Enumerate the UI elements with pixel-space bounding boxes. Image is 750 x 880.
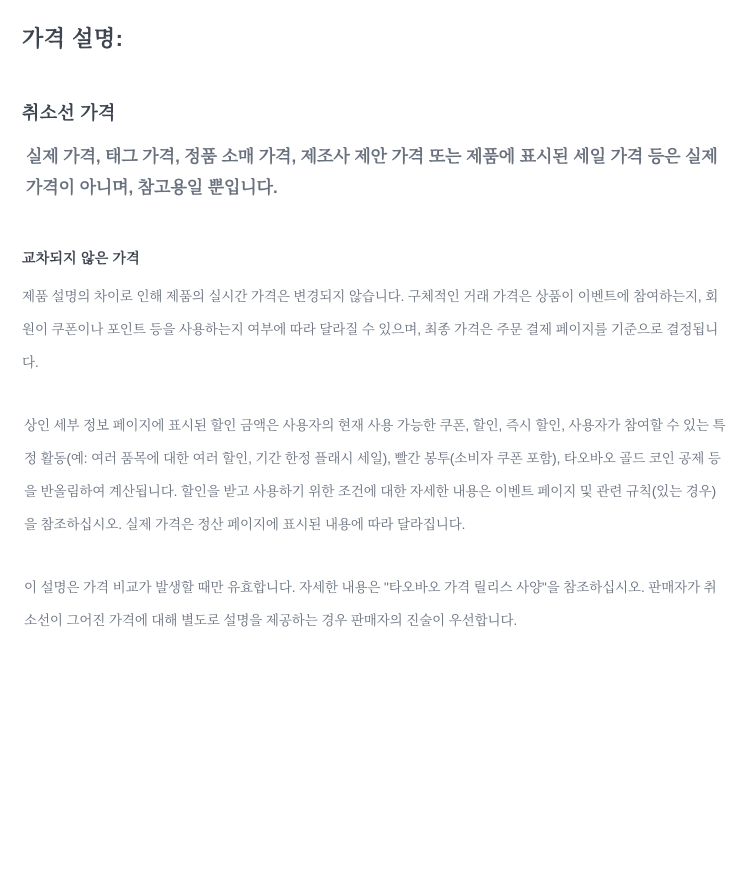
body-paragraph-1: 제품 설명의 차이로 인해 제품의 실시간 가격은 변경되지 않습니다. 구체적인 거래 가격은 상품이 이벤트에 참여하는지, 회원이 쿠폰이나 포인트 등을 사용하는지 여부에 따라 달라질 수 있으며, 최종 가격은 주문 결제 페이지를 기준으로 결정됩니다. [22, 288, 719, 370]
body-paragraph-3: 이 설명은 가격 비교가 발생할 때만 유효합니다. 자세한 내용은 "타오바오 가격 릴리스 사양"을 참조하십시오. 판매자가 취소선이 그어진 가격에 대해 별도로 설명을 제공하는 경우 판매자의 진술이 우선합니다. [24, 580, 717, 629]
body-paragraph-2: 상인 세부 정보 페이지에 표시된 할인 금액은 사용자의 현재 사용 가능한 쿠폰, 할인, 즉시 할인, 사용자가 참여할 수 있는 특정 활동(예: 여러 품목에 대한 여러 할인, 기간 한정 플래시 세일), 빨간 봉투(소비자 쿠폰 포함), 타오바오 골드 코인 공제 등을 반올림하여 계산됩니다. 할인을 받고 사용하기 위한 조건에 대한 자세한 내용은 이벤트 페이지 및 관련 규칙(있는 경우)을 참조하십시오. 실제 가격은 정산 페이지에 표시된 내용에 따라 달라집니다. [24, 418, 726, 533]
lead-paragraph: 실제 가격, 태그 가격, 정품 소매 가격, 제조사 제안 가격 또는 제품에 표시된 세일 가격 등은 실제 가격이 아니며, 참고용일 뿐입니다. [26, 147, 718, 198]
sub-heading-non-crossed-price: 교차되지 않은 가격 [22, 249, 140, 266]
page-title: 가격 설명: [22, 26, 124, 51]
section-heading-strikethrough-price: 취소선 가격 [22, 103, 116, 123]
